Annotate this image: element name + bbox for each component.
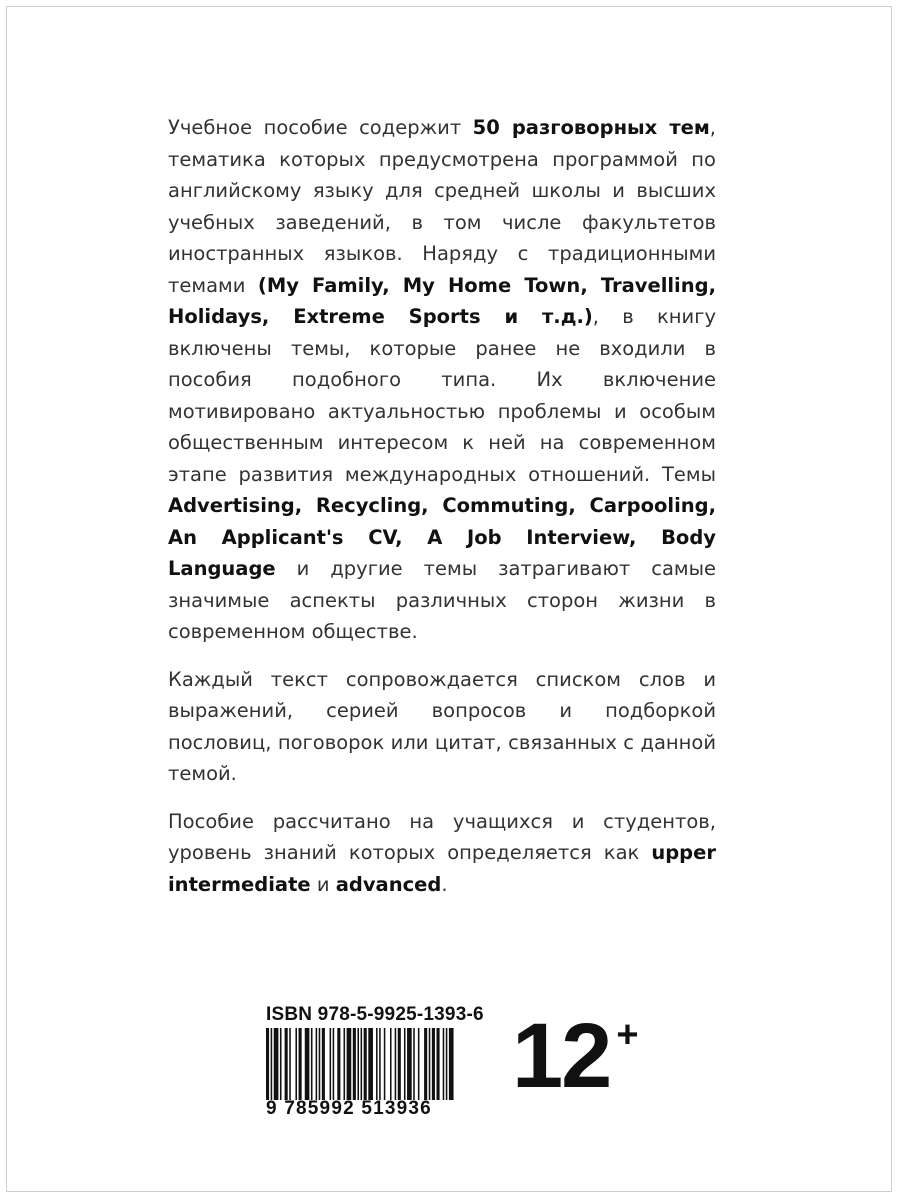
barcode-bar [379, 1028, 381, 1100]
barcode-bar [316, 1028, 318, 1100]
barcode-bar [357, 1028, 359, 1100]
age-rating-plus: + [616, 1014, 639, 1056]
barcode-bar [285, 1028, 288, 1100]
barcode-bar [368, 1028, 373, 1100]
text-run-emphasis: Advertising, Recycling, Commuting, Carpooling, An Applicant's CV, A Job Interview, Body Language [168, 494, 716, 580]
barcode-bar [404, 1028, 406, 1100]
barcode-bar [344, 1028, 346, 1100]
text-run-emphasis: (My Family, My Home Town, Travelling, Holidays, Extreme Sports и т.д.) [168, 273, 716, 328]
barcode-bar [280, 1028, 282, 1100]
barcode-bar [446, 1028, 448, 1100]
barcode-bar [432, 1028, 435, 1100]
text-run-emphasis: advanced [335, 872, 442, 896]
barcode-bar [266, 1028, 269, 1100]
text-run: Пособие рассчитано на учащихся и студентов, уровень знаний которых определяется как [168, 809, 716, 864]
barcode-icon [266, 1028, 488, 1100]
barcode-bar [437, 1028, 440, 1100]
isbn-barcode-block [266, 1004, 496, 1120]
barcode-bar [407, 1028, 412, 1100]
barcode-bar [443, 1028, 445, 1100]
barcode-bar [390, 1028, 392, 1100]
text-run-emphasis: 50 разговорных тем [472, 116, 710, 139]
barcode-bar [337, 1028, 340, 1100]
text-run: Каждый текст сопровождается списком слов и выражений, серией вопросов и подборкой пословиц, поговорок или цитат, связанных с данной темой. [168, 667, 716, 785]
barcode-bar [424, 1028, 427, 1100]
barcode-bar [347, 1028, 352, 1100]
barcode-bar [274, 1028, 279, 1100]
barcode-bar [413, 1028, 415, 1100]
text-run: Учебное пособие содержит [168, 116, 473, 139]
annotation-text [168, 112, 716, 916]
barcode-bar [353, 1028, 356, 1100]
text-run: . [441, 872, 448, 896]
barcode-bar [449, 1028, 454, 1100]
text-run: и [310, 872, 336, 896]
text-run: , тематика которых предусмотрена программой по английскому языку для средней школы и высших учебных заведений, в том числе факультетов иностранных языков. Наряду с традиционными темами [168, 116, 716, 297]
barcode-bar [330, 1028, 332, 1100]
paragraph-3 [168, 806, 716, 901]
barcode-bar [361, 1028, 363, 1100]
barcode-bar [364, 1028, 367, 1100]
barcode-bar [319, 1028, 321, 1100]
text-run: , в книгу включены темы, которые ранее не входили в пособия подобного типа. Их включение мотивировано актуальностью проблемы и особым общественным интересом к ней на современном этапе развития международных отношений. Темы [168, 305, 717, 486]
isbn-digits: 9 785992 513936 [266, 1098, 432, 1119]
barcode-bar [384, 1028, 386, 1100]
barcode-bar [295, 1028, 297, 1100]
age-rating [512, 1005, 639, 1107]
text-run: и другие темы затрагивают самые значимые аспекты различных сторон жизни в современном обществе. [168, 557, 716, 643]
isbn-label: ISBN 978-5-9925-1393-6 [266, 1004, 484, 1025]
barcode-bar [299, 1028, 302, 1100]
barcode-bar [322, 1028, 325, 1100]
barcode-bar [305, 1028, 310, 1100]
barcode-bar [398, 1028, 401, 1100]
barcode-bar [311, 1028, 313, 1100]
paragraph-1 [168, 112, 716, 648]
barcode-bar [333, 1028, 335, 1100]
age-rating-number: 12 [512, 1005, 611, 1107]
barcode-bar [418, 1028, 420, 1100]
barcode-bar [429, 1028, 431, 1100]
text-run-emphasis: upper intermediate [168, 841, 716, 896]
barcode-bar [289, 1028, 291, 1100]
barcode-bar [376, 1028, 378, 1100]
barcode-bar [395, 1028, 397, 1100]
barcode-bar [271, 1028, 273, 1100]
paragraph-2 [168, 664, 716, 790]
